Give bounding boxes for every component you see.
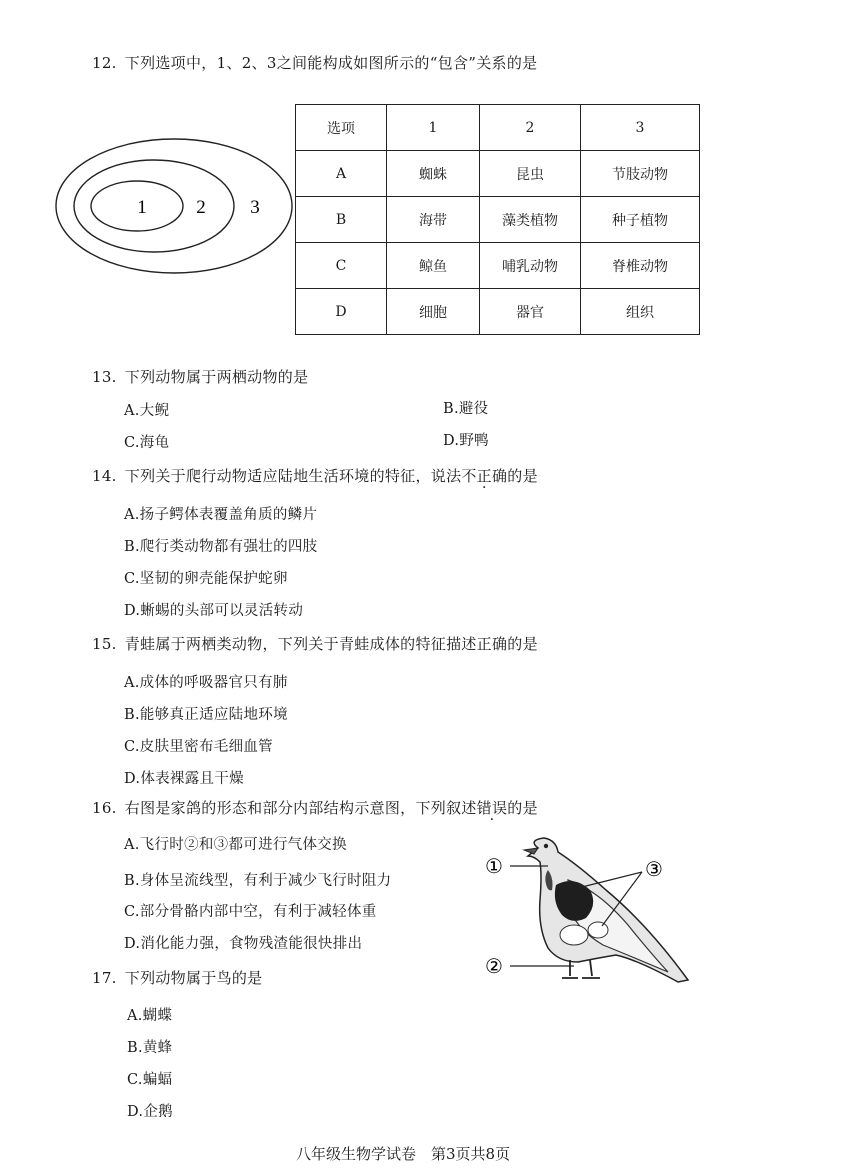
question-number: 13. [92, 368, 117, 386]
option-b: B.能够真正适应陆地环境 [124, 707, 288, 723]
table-cell: 脊椎动物 [581, 243, 700, 289]
air-sac [560, 925, 588, 945]
option-c: C.坚韧的卵壳能保护蛇卵 [124, 571, 288, 587]
option-a: A.大鲵 [124, 403, 170, 419]
question-number: 14. [92, 467, 117, 485]
question-13 [92, 366, 308, 387]
table-cell: B [296, 197, 387, 243]
emphasized-text: 错误 [476, 799, 508, 817]
table-cell: 藻类植物 [480, 197, 581, 243]
emphasized-text: 不正确 [461, 467, 508, 485]
question-15 [92, 633, 538, 654]
table-row [296, 197, 700, 243]
table-cell: 昆虫 [480, 151, 581, 197]
table-row [296, 243, 700, 289]
option-d: D.体表裸露且干燥 [124, 771, 244, 787]
question-number: 15. [92, 635, 117, 653]
question-text: 下列关于爬行动物适应陆地生活环境的特征，说法 [124, 467, 462, 485]
option-a: A.成体的呼吸器官只有肺 [124, 675, 288, 691]
bird-eye [544, 844, 548, 848]
question-12 [92, 52, 537, 73]
page-footer: 八年级生物学试卷 第3页共8页 [296, 1145, 511, 1163]
table-cell: 节肢动物 [581, 151, 700, 197]
table-row [296, 151, 700, 197]
option-b: B.黄蜂 [127, 1040, 173, 1056]
option-c: C.皮肤里密布毛细血管 [124, 739, 273, 755]
question-14 [92, 465, 538, 486]
table-header-cell: 3 [581, 105, 700, 151]
question-17 [92, 967, 262, 988]
question-text: 右图是家鸽的形态和部分内部结构示意图，下列叙述 [124, 799, 477, 817]
option-d: D.企鹅 [127, 1104, 173, 1120]
question-16 [92, 797, 538, 818]
table-cell: A [296, 151, 387, 197]
table-cell: 组织 [581, 289, 700, 335]
table-cell: D [296, 289, 387, 335]
option-a: A.飞行时②和③都可进行气体交换 [124, 837, 347, 853]
table-cell: 哺乳动物 [480, 243, 581, 289]
table-row [296, 289, 700, 335]
air-sac [588, 922, 608, 938]
option-d: D.消化能力强，食物残渣能很快排出 [124, 936, 363, 952]
question-number: 12. [92, 54, 117, 72]
table-cell: 海带 [387, 197, 480, 243]
table-cell: 种子植物 [581, 197, 700, 243]
option-c: C.海龟 [124, 435, 170, 451]
table-cell: 鲸鱼 [387, 243, 480, 289]
figure-label-2: ② [485, 954, 503, 978]
option-a: A.扬子鳄体表覆盖角质的鳞片 [124, 507, 318, 523]
option-a: A.蝴蝶 [127, 1008, 173, 1024]
question-text: 青蛙属于两栖类动物，下列关于青蛙成体的特征描述正确的是 [124, 635, 538, 653]
table-cell: 器官 [480, 289, 581, 335]
option-d: D.蜥蜴的头部可以灵活转动 [124, 603, 304, 619]
inclusion-diagram [52, 135, 297, 285]
table-header-row [296, 105, 700, 151]
table-cell: C [296, 243, 387, 289]
figure-label-3: ③ [645, 857, 663, 881]
option-b: B.爬行类动物都有强壮的四肢 [124, 539, 318, 555]
option-d: D.野鸭 [443, 433, 489, 449]
question-number: 17. [92, 969, 117, 987]
diagram-label-2: 2 [196, 197, 206, 218]
question-text: 下列动物属于两栖动物的是 [124, 368, 309, 386]
pigeon-figure [478, 830, 698, 990]
middle-ellipse [74, 160, 234, 252]
question-number: 16. [92, 799, 117, 817]
table-header-cell: 2 [480, 105, 581, 151]
table-header-cell: 1 [387, 105, 480, 151]
table-cell: 蜘蛛 [387, 151, 480, 197]
option-b: B.身体呈流线型，有利于减少飞行时阻力 [124, 873, 392, 889]
question-text-end: 的是 [507, 467, 538, 485]
option-c: C.蝙蝠 [127, 1072, 173, 1088]
figure-label-1: ① [485, 854, 503, 878]
bird-legs [562, 960, 600, 978]
diagram-label-3: 3 [250, 197, 260, 218]
question-text: 下列选项中，1、2、3之间能构成如图所示的“包含”关系的是 [124, 54, 538, 72]
table-header-cell: 选项 [296, 105, 387, 151]
options-table [295, 104, 700, 335]
question-text-end: 的是 [507, 799, 538, 817]
question-text: 下列动物属于鸟的是 [124, 969, 263, 987]
option-b: B.避役 [443, 401, 489, 417]
option-c: C.部分骨骼内部中空，有利于减轻体重 [124, 904, 377, 920]
diagram-label-1: 1 [137, 197, 147, 218]
table-cell: 细胞 [387, 289, 480, 335]
